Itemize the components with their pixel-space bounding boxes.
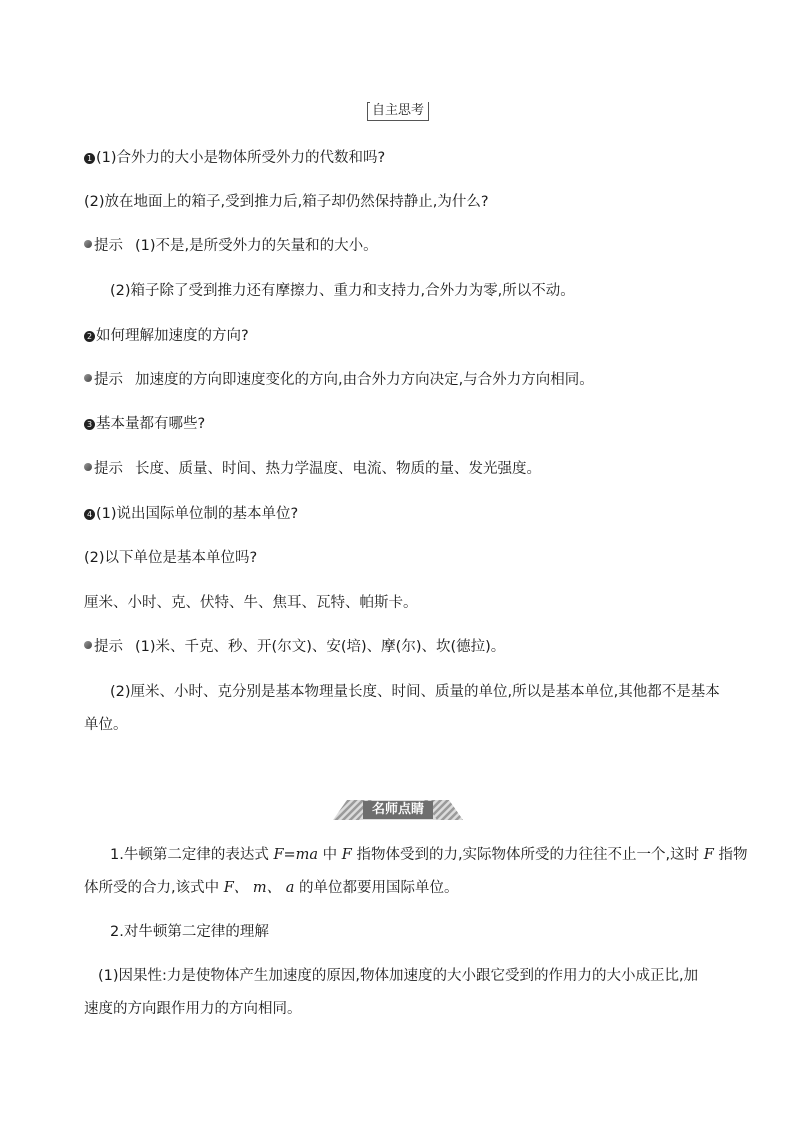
hint-icon (84, 463, 92, 471)
number-badge-icon: 2 (84, 331, 95, 342)
formula: F=ma (273, 847, 319, 863)
variables: F、 m、 a (223, 880, 295, 896)
question-4-part-2: (2)以下单位是基本单位吗? (84, 550, 258, 566)
question-4-part-1: 4 (1)说出国际单位制的基本单位? (84, 504, 298, 524)
variable-f: F (703, 847, 714, 863)
hint-3: 提示 长度、质量、时间、热力学温度、电流、物质的量、发光强度。 (84, 459, 541, 479)
section-banner-teacher-notes (333, 800, 463, 820)
variable-f: F (341, 847, 352, 863)
hint-1-part-1: 提示 (1)不是,是所受外力的矢量和的大小。 (84, 236, 378, 256)
hint-4-part-1: 提示 (1)米、千克、秒、开(尔文)、安(培)、摩(尔)、坎(德拉)。 (84, 637, 505, 657)
hint-label: 提示 (94, 461, 123, 477)
point-2-1-line-2: 速度的方向跟作用力的方向相同。 (84, 1001, 302, 1017)
hint-label: 提示 (94, 372, 123, 388)
section-title-self-thinking (367, 102, 429, 121)
hint-icon (84, 641, 92, 649)
hint-icon (84, 240, 92, 248)
point-1-line-2: 体所受的合力,该式中 F、 m、 a 的单位都要用国际单位。 (84, 880, 459, 896)
question-4-unit-list: 厘米、小时、克、伏特、牛、焦耳、瓦特、帕斯卡。 (84, 595, 418, 611)
question-2: 2 如何理解加速度的方向? (84, 326, 249, 346)
question-1-part-1: 1 (1)合外力的大小是物体所受外力的代数和吗? (84, 148, 385, 168)
hint-1-part-2: (2)箱子除了受到推力还有摩擦力、重力和支持力,合外力为零,所以不动。 (110, 283, 575, 299)
number-badge-icon: 3 (84, 419, 95, 430)
question-3: 3 基本量都有哪些? (84, 414, 205, 434)
question-1-part-2: (2)放在地面上的箱子,受到推力后,箱子却仍然保持静止,为什么? (84, 194, 489, 210)
hint-icon (84, 374, 92, 382)
point-2-title: 2.对牛顿第二定律的理解 (110, 924, 269, 940)
hint-4-part-2-line-1: (2)厘米、小时、克分别是基本物理量长度、时间、质量的单位,所以是基本单位,其他都不是基本 (110, 684, 720, 700)
hint-2: 提示 加速度的方向即速度变化的方向,由合外力方向决定,与合外力方向相同。 (84, 370, 594, 390)
hint-label: 提示 (94, 238, 123, 254)
hint-label: 提示 (94, 639, 123, 655)
point-1-line-1: 1.牛顿第二定律的表达式 F=ma 中 F 指物体受到的力,实际物体所受的力往往不止一个,这时 F 指物 (110, 847, 748, 863)
number-badge-icon: 1 (84, 153, 95, 164)
point-2-1-line-1: (1)因果性:力是使物体产生加速度的原因,物体加速度的大小跟它受到的作用力的大小成正比,加 (98, 968, 699, 984)
number-badge-icon: 4 (84, 509, 95, 520)
hint-4-part-2-line-2: 单位。 (84, 717, 128, 733)
banner-title: 名师点睛 (371, 802, 424, 817)
section-title-text: 自主思考 (372, 103, 425, 118)
